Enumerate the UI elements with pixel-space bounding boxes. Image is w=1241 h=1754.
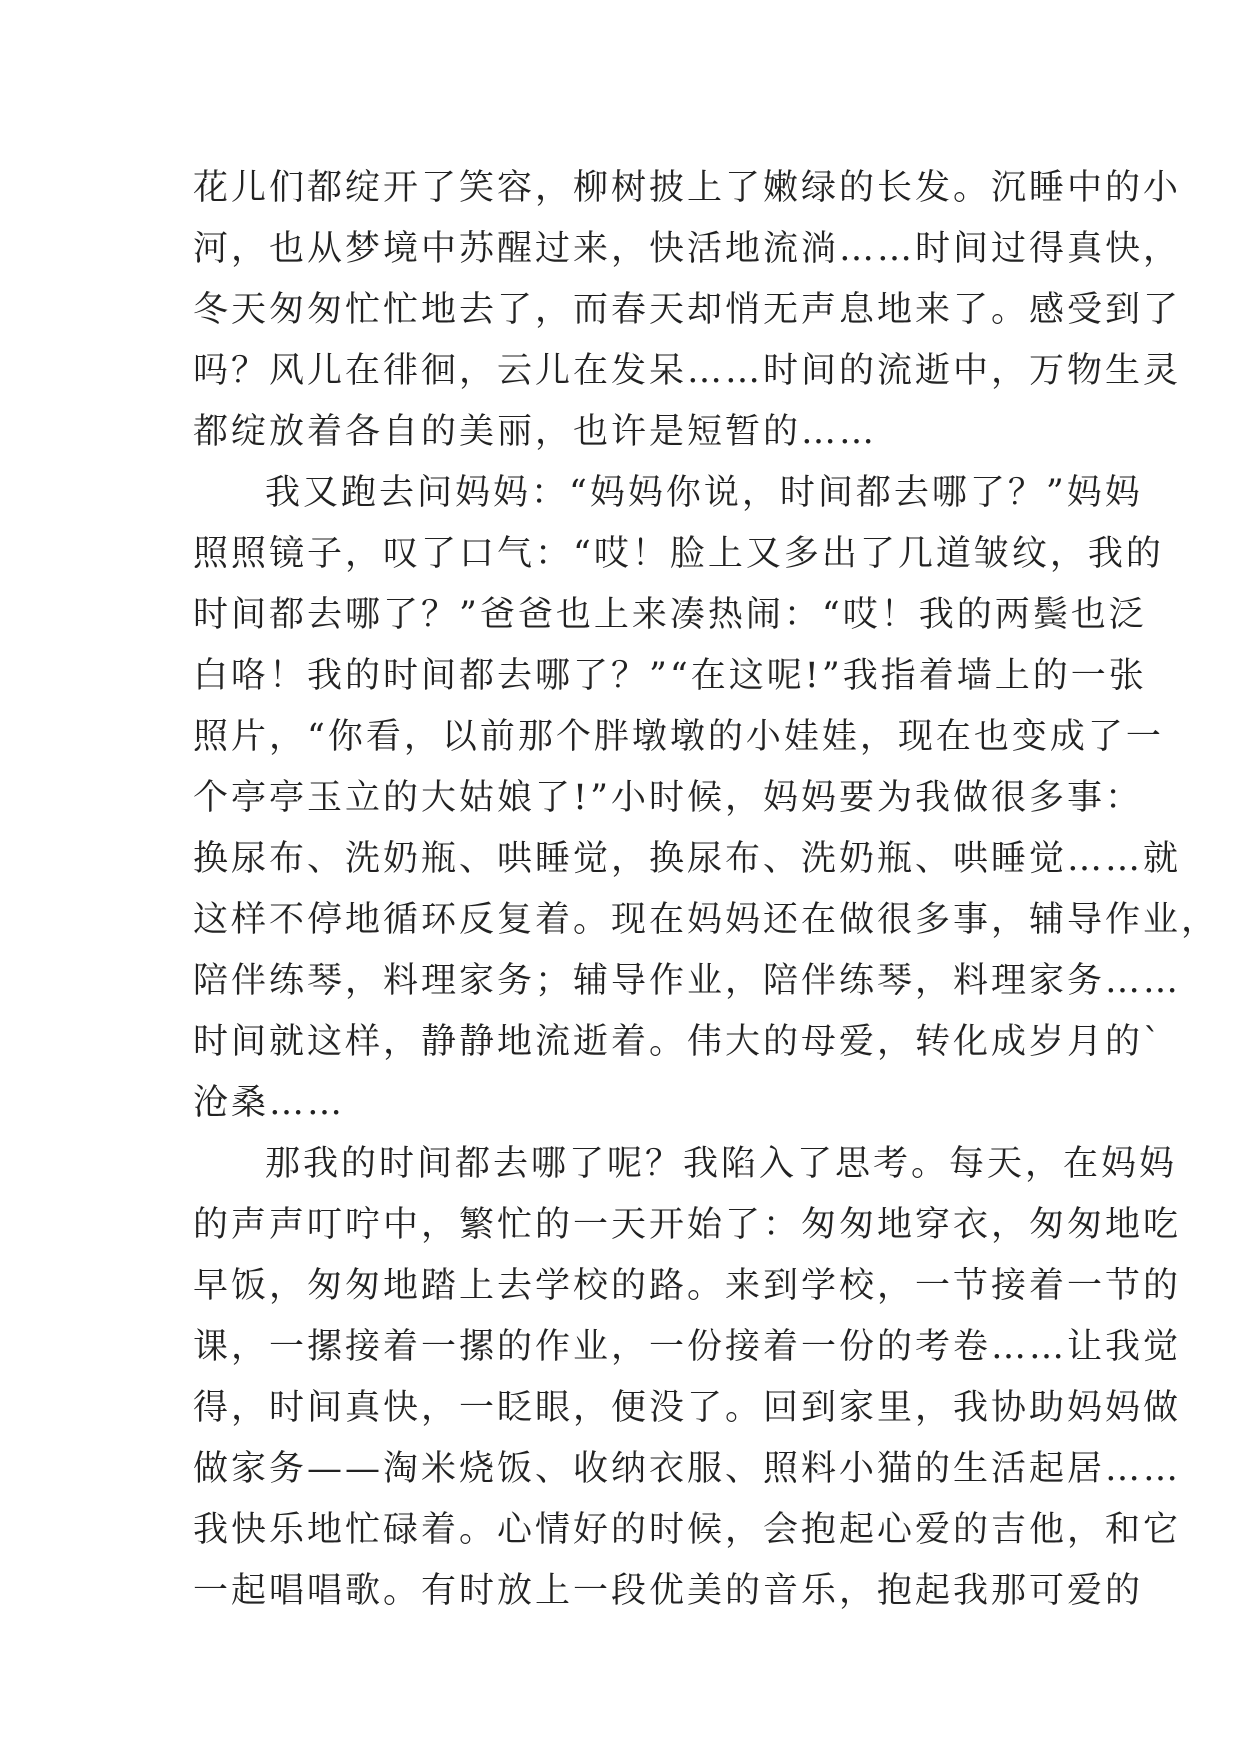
text-line: 冬天匆匆忙忙地去了，而春天却悄无声息地来了。感受到了 xyxy=(193,290,1182,330)
text-line: 陪伴练琴，料理家务；辅导作业，陪伴练琴，料理家务…… xyxy=(193,961,1182,1001)
text-line: 得，时间真快，一眨眼，便没了。回到家里，我协助妈妈做 xyxy=(193,1388,1182,1428)
text-line: 的声声叮咛中，繁忙的一天开始了：匆匆地穿衣，匆匆地吃 xyxy=(193,1205,1182,1245)
essay-body xyxy=(193,158,1220,1622)
text-line: 照照镜子，叹了口气：“哎！脸上又多出了几道皱纹，我的 xyxy=(193,534,1164,574)
text-line: 早饭，匆匆地踏上去学校的路。来到学校，一节接着一节的 xyxy=(193,1266,1182,1306)
text-line: 吗？风儿在徘徊，云儿在发呆……时间的流逝中，万物生灵 xyxy=(193,351,1182,391)
text-line: 课，一摞接着一摞的作业，一份接着一份的考卷……让我觉 xyxy=(193,1327,1182,1367)
text-line: 沧桑…… xyxy=(193,1083,346,1123)
paragraph-my-time xyxy=(193,1134,1182,1622)
text-line: 照片，“你看，以前那个胖墩墩的小娃娃，现在也变成了一 xyxy=(193,717,1164,757)
text-line: 这样不停地循环反复着。现在妈妈还在做很多事，辅导作业， xyxy=(193,900,1220,940)
text-line: 河，也从梦境中苏醒过来，快活地流淌……时间过得真快， xyxy=(193,229,1182,269)
text-line: 那我的时间都去哪了呢？我陷入了思考。每天，在妈妈 xyxy=(265,1144,1178,1184)
text-line: 一起唱唱歌。有时放上一段优美的音乐，抱起我那可爱的 xyxy=(193,1571,1144,1611)
text-line: 花儿们都绽开了笑容，柳树披上了嫩绿的长发。沉睡中的小 xyxy=(193,168,1182,208)
text-line: 时间都去哪了？”爸爸也上来凑热闹：“哎！我的两鬓也泛 xyxy=(193,595,1147,635)
text-line: 我快乐地忙碌着。心情好的时候，会抱起心爱的吉他，和它 xyxy=(193,1510,1182,1550)
text-line: 白咯！我的时间都去哪了？”“在这呢!”我指着墙上的一张 xyxy=(193,656,1147,696)
text-line: 都绽放着各自的美丽，也许是短暂的…… xyxy=(193,412,878,452)
text-line: 做家务——淘米烧饭、收纳衣服、照料小猫的生活起居…… xyxy=(193,1449,1182,1489)
text-line: 换尿布、洗奶瓶、哄睡觉，换尿布、洗奶瓶、哄睡觉……就 xyxy=(193,839,1182,879)
text-line: 我又跑去问妈妈：“妈妈你说，时间都去哪了？”妈妈 xyxy=(265,473,1143,513)
text-line: 时间就这样，静静地流逝着。伟大的母爱，转化成岁月的` xyxy=(193,1022,1164,1062)
paragraph-parents xyxy=(193,463,1220,1134)
paragraph-spring xyxy=(193,158,1182,463)
text-line: 个亭亭玉立的大姑娘了!”小时候，妈妈要为我做很多事： xyxy=(193,778,1143,818)
